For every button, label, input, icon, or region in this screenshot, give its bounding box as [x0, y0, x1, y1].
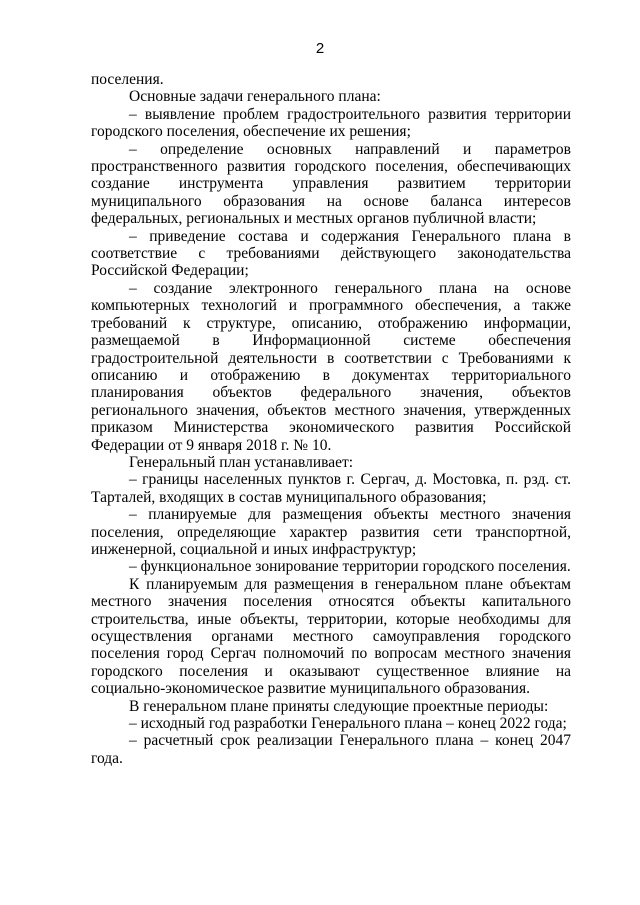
paragraph-task-2: – определение основных направлений и параметров пространственного развития городского поселения, обеспечивающих создание инструмента управления развитием территории муниципального образования на основе баланса интересов федеральных, региональных и местных органов публичной власти;	[91, 140, 571, 228]
paragraph-establishes-3: – функциональное зонирование территории городского поселения.	[129, 558, 571, 576]
paragraph-establishes-heading: Генеральный план устанавливает:	[129, 453, 354, 471]
document-body	[91, 71, 571, 767]
paragraph-tasks-heading: Основные задачи генерального плана:	[129, 88, 381, 106]
paragraph-establishes-2: – планируемые для размещения объекты местного значения поселения, определяющие характер развития сети транспортной, инженерной, социальной и иных инфраструктур;	[91, 506, 571, 558]
paragraph-periods-heading: В генеральном плане приняты следующие проектные периоды:	[129, 697, 549, 715]
paragraph-task-4: – создание электронного генерального плана на основе компьютерных технологий и программного обеспечения, а также требований к структуре, описанию, отображению информации, размещаемой в Информационной системе обеспечения градостроительной деятельности в соответствии с Требованиями к описанию и отображению в документах территориального планирования объектов федерального значения, объектов регионального значения, объектов местного значения, утвержденных приказом Министерства экономического развития Российской Федерации от 9 января 2018 г. № 10.	[91, 279, 571, 454]
paragraph-task-1: – выявление проблем градостроительного развития территории городского поселения, обеспечение их решения;	[91, 105, 571, 141]
paragraph-task-3: – приведение состава и содержания Генерального плана в соответствие с требованиями действующего законодательства Российской Федерации;	[91, 227, 571, 280]
paragraph-establishes-1: – границы населенных пунктов г. Сергач, д. Мостовка, п. рзд. ст. Тарталей, входящих в состав муниципального образования;	[91, 471, 571, 506]
paragraph-period-1: – исходный год разработки Генерального плана – конец 2022 года;	[129, 715, 567, 733]
paragraph-continuation: поселения.	[91, 71, 164, 88]
paragraph-period-2: – расчетный срок реализации Генерального плана – конец 2047 года.	[91, 732, 571, 767]
paragraph-local-objects: К планируемым для размещения в генеральном плане объектам местного значения поселения относятся объекты капитального строительства, иные объекты, территории, которые необходимы для осуществления органами местного самоуправления городского поселения город Сергач полномочий по вопросам местного значения городского поселения и оказывают существенное влияние на социально-экономическое развитие муниципального образования.	[91, 575, 571, 698]
page-number: 2	[315, 40, 325, 57]
